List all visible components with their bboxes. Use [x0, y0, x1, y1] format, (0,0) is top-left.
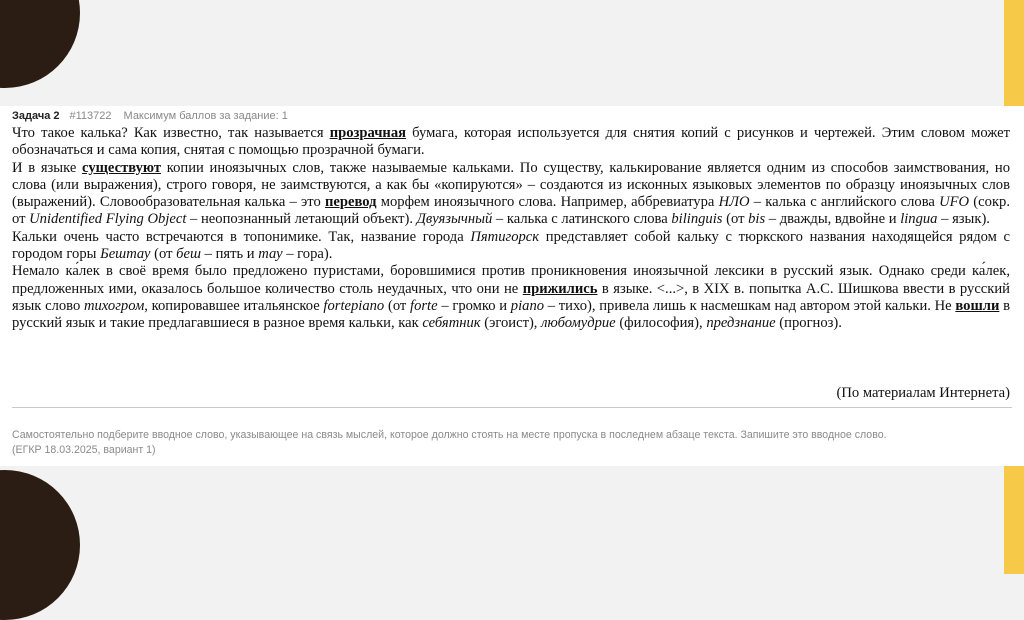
emphasized-word: существуют — [82, 159, 162, 176]
source-attribution: (По материалам Интернета) — [836, 385, 1010, 401]
italic-term: piano — [510, 297, 545, 314]
text-run: – язык). — [937, 211, 990, 228]
text-run: (сокр. от — [12, 194, 1010, 228]
text-run: – калька с английского слова — [749, 194, 940, 211]
italic-term: Пятигорск — [470, 228, 540, 245]
text-run: Кальки очень часто встречаются в топонимике. Так, название города — [12, 228, 471, 245]
italic-term: тау — [258, 246, 283, 263]
task-header — [12, 110, 288, 122]
decorative-circle-bottom — [0, 470, 80, 620]
emphasized-word: прижились — [522, 280, 598, 297]
italic-term: bis — [748, 211, 766, 228]
text-run: копии иноязычных слов, также называемые кальками. По существу, калькирование является одним из способов заимствования, но слова (или выражения), строго говоря, не заимствуются, а как бы «копируются» – создаются из исконных языковых элементов по образцу иноязычных слов (выражений). Словообразовательная калька – это — [12, 159, 1010, 211]
emphasized-word: перевод — [325, 194, 377, 211]
italic-term: НЛО — [718, 194, 750, 211]
paragraph-4 — [12, 263, 1010, 332]
text-run: – громко и — [437, 297, 511, 314]
slide-content — [0, 106, 1024, 466]
paragraph-1 — [12, 125, 1010, 160]
question-source: (ЕГКР 18.03.2025, вариант 1) — [12, 443, 156, 456]
task-text — [12, 125, 1010, 333]
italic-term: bilinguis — [671, 211, 723, 228]
italic-term: тихогром — [83, 297, 145, 314]
text-run: (от — [150, 246, 177, 263]
text-run: (от — [722, 211, 749, 228]
italic-term: UFO — [939, 194, 970, 211]
task-question — [12, 428, 1012, 457]
task-card — [12, 106, 1012, 466]
text-run: Что такое калька? Как известно, так называется — [12, 125, 330, 141]
italic-term: предзнание — [706, 315, 776, 332]
text-run: – гора). — [282, 246, 333, 263]
italic-term: forte — [410, 297, 438, 314]
text-run: – неопознанный летающий объект). — [186, 211, 417, 228]
italic-term: Unidentified Flying Object — [29, 211, 187, 228]
text-run: (эгоист), — [480, 315, 542, 332]
text-run: – дважды, вдвойне и — [765, 211, 901, 228]
italic-term: беш — [176, 246, 201, 263]
text-run: – тихо), привела лишь к насмешкам над автором этой кальки. Не — [544, 297, 956, 314]
text-run: , копировавшее итальянское — [144, 297, 324, 314]
question-text: Самостоятельно подберите вводное слово, указывающее на связь мыслей, которое должно стоять на месте пропуска в последнем абзаце текста. Запишите это вводное слово. — [12, 429, 887, 441]
text-run: в языке. <...>, в XIX в. попытка А.С. Шишкова ввести в русский язык слово — [12, 280, 1010, 314]
task-label: Задача 2 — [12, 110, 60, 122]
text-run: морфем иноязычного слова. Например, аббревиатура — [376, 194, 719, 211]
text-run: И в языке — [12, 159, 83, 176]
text-run: в русский язык и такие предлагавшиеся в разное время кальки, как — [12, 297, 1010, 332]
emphasized-word: вошли — [955, 297, 1000, 314]
text-run: – пять и — [200, 246, 259, 263]
text-run: – калька с латинского слова — [492, 211, 672, 228]
text-run: (прогноз). — [775, 315, 842, 332]
italic-term: Бештау — [100, 246, 151, 263]
italic-term: Двуязычный — [416, 211, 493, 228]
emphasized-word: прозрачная — [329, 125, 407, 141]
italic-term: себятник — [422, 315, 481, 332]
max-score: Максимум баллов за задание: 1 — [123, 110, 288, 122]
italic-term: lingua — [900, 211, 938, 228]
text-run: Немало ка́лек в своё время было предложено пуристами, боровшимися против проникновения иноязычной лексики в русский язык. Однако среди ка́лек, предложенных ими, оказалось большое количество столь неудачных, что они не — [12, 263, 1010, 297]
text-run: представляет собой кальку с тюркского названия находящейся рядом с городом горы — [12, 228, 1010, 263]
divider — [12, 407, 1012, 408]
italic-term: любомудрие — [541, 315, 616, 332]
italic-term: fortepiano — [323, 297, 385, 314]
task-number: #113722 — [69, 110, 112, 122]
text-run: (от — [384, 297, 411, 314]
text-run: (философия), — [615, 315, 707, 332]
paragraph-2 — [12, 160, 1010, 229]
text-run: бумага, которая используется для снятия копий с рисунков и чертежей. Этим словом может обозначаться и сама копия, снятая с помощью прозрачной бумаги. — [12, 125, 1010, 159]
paragraph-3 — [12, 229, 1010, 264]
decorative-circle-top — [0, 0, 80, 88]
